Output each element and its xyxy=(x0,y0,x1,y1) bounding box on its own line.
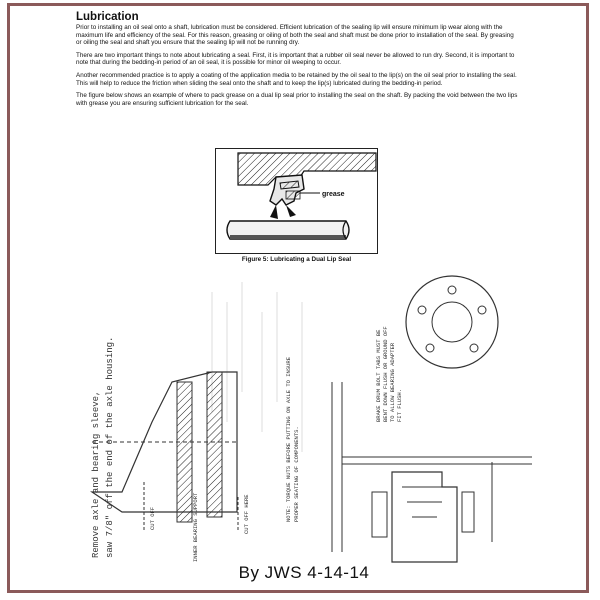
hub-flange xyxy=(406,276,498,368)
instruction-line-1: Remove axle and bearing sleeve, xyxy=(91,390,101,558)
hub-bore xyxy=(432,302,472,342)
seal-spring xyxy=(280,181,299,189)
seal-lip-left xyxy=(270,205,278,219)
figure-caption: Figure 5: Lubricating a Dual Lip Seal xyxy=(241,256,352,263)
cut-off-label: CUT OFF xyxy=(149,506,156,530)
grease-region xyxy=(286,191,300,199)
hub-bolt-1 xyxy=(448,286,456,294)
scanned-drawing xyxy=(62,272,532,564)
brake-plate xyxy=(332,382,532,552)
hub-bolt-5 xyxy=(418,306,426,314)
stud-right xyxy=(462,492,474,532)
brake-note-line-3: TO ALLOW BEARING ADAPTER xyxy=(389,342,396,422)
shaft-shadow xyxy=(230,235,346,239)
instruction-line-2: saw 7/8" off the end of the axle housing. xyxy=(105,336,115,558)
grease-label: grease xyxy=(322,191,345,198)
paragraph-4: The figure below shows an example of where to pack grease on a dual lip seal prior to installing the seal on the shaft. By packing the void between the two lips with grease you are ensuring sufficient lubrication for the seal. xyxy=(76,92,518,107)
hub-bolt-3 xyxy=(470,344,478,352)
note-line-1: NOTE: TORQUE NUTS BEFORE PUTTING ON AXLE TO INSURE xyxy=(285,356,292,522)
seal-lip-right xyxy=(286,205,296,217)
brake-note-line-1: BRAKE DRUM BOLT TABS MUST BE xyxy=(375,329,382,422)
hub-bolt-4 xyxy=(426,344,434,352)
hub-bolt-2 xyxy=(478,306,486,314)
seal-body xyxy=(270,175,304,205)
housing-shape xyxy=(238,153,376,185)
adapter-shaft xyxy=(402,487,447,517)
seal-drawing xyxy=(216,149,377,253)
brake-note-line-2: BENT DOWN FLUSH OR GROUND OFF xyxy=(382,326,389,422)
paragraph-2: There are two important things to note about lubricating a seal. First, it is important that a rubber oil seal never be allowed to run dry. Second, it is important to note that during the bedding-in period of an oil seal, it is possible for minor oil weeping to occur. xyxy=(76,51,515,67)
note-line-2: PROPER SEATING OF COMPONENTS. xyxy=(293,426,300,522)
document-body xyxy=(76,11,518,112)
paragraph-3: Another recommended practice is to apply a coating of the application media to be retained by the oil seal to the lip(s) on the oil seal prior to installing the seal. This will help to reduce the friction when sliding the seal onto the shaft and to keep the lip(s) lubricated during the bedding-in period. xyxy=(76,71,517,87)
paragraph-1: Prior to installing an oil seal onto a shaft, lubrication must be considered. Efficient lubrication of the sealing lip will ensure minimum lip wear along with the maximum life and efficiency of the seal. For this reason, greasing or oiling of both the seal and shaft must be done prior to installation of the seal. By greasing or oiling the seal and shaft you ensure that the sealing lip will not be running dry. xyxy=(76,24,514,47)
section-heading: Lubrication xyxy=(76,11,139,23)
axle-drawing xyxy=(62,272,532,564)
inner-bearing-support-label: INNER BEARING SUPPORT xyxy=(192,492,199,562)
stud-left xyxy=(372,492,387,537)
figure-dual-lip-seal xyxy=(215,148,378,254)
brake-note-line-4: FIT FLUSH. xyxy=(396,388,403,422)
cut-off-here-label: CUT OFF HERE xyxy=(243,494,250,534)
inner-bearing-support xyxy=(207,372,222,517)
bearing-sleeve xyxy=(177,382,192,522)
signature: By JWS 4-14-14 xyxy=(238,563,370,582)
